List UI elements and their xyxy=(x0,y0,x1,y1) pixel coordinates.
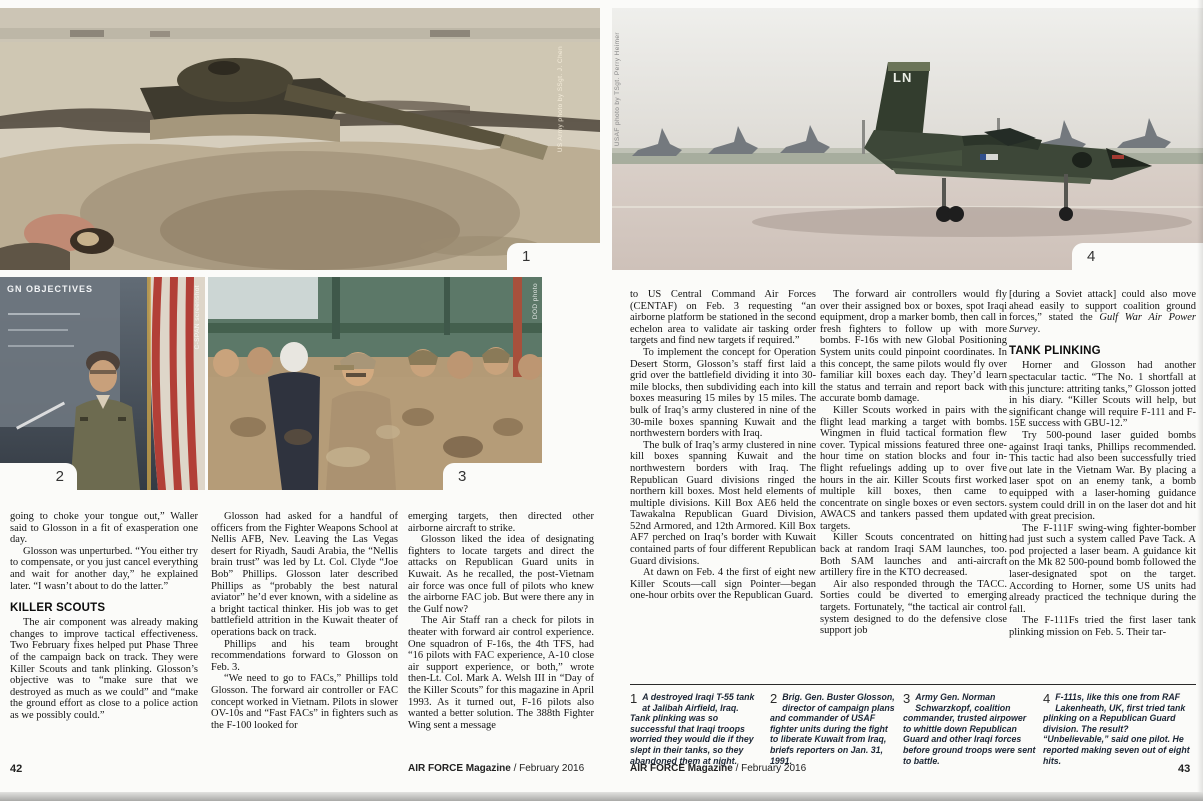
footer-issue: / February 2016 xyxy=(732,763,807,774)
paragraph: The Air Staff ran a check for pilots in theater with forward air control experience. One squadron of F-16s, the 4th TFS, had “16 pilots with FAC experience, A-10 close air support experience, or both,” wrote then-Lt. Col. Mark A. Welsh III in “Day of the Killer Scouts” for this magazine in April 1993. As it turned out, F-16 pilots also wanted a better solution. The 388th Fighter Wing sent a message xyxy=(408,615,594,731)
footer-magazine-title: AIR FORCE Magazine xyxy=(630,763,733,774)
left-column-2 xyxy=(211,511,398,761)
paragraph: Glosson liked the idea of designating fighters to locate targets and direct the attacks on Republican Guard units in Kuwait. As he recalled, the post-Vietnam air force was once full of pilots who knew the airborne FAC job. But were there any in the Gulf now? xyxy=(408,534,594,615)
footer-issue: / February 2016 xyxy=(510,763,585,774)
caption-divider-rule xyxy=(630,684,1196,685)
section-heading-killer-scouts: KILLER SCOUTS xyxy=(10,602,106,615)
caption-1-number: 1 xyxy=(630,691,638,706)
caption-4-number: 4 xyxy=(1043,691,1051,706)
caption-1-text: A destroyed Iraqi T-55 tank at Jalibah Airfield, Iraq. Tank plinking was so successful that Iraqi troops worried they would die if they slept in their tanks, so they abandoned them at night. xyxy=(630,692,755,766)
paragraph: Glosson was unperturbed. “You either try to compensate, or you just cancel everything and wait for another day,” he explained later. “I wasn’t about to do the latter.” xyxy=(10,545,198,592)
footer-right xyxy=(630,763,806,774)
paragraph: To implement the concept for Operation Desert Storm, Glosson’s staff first laid a grid over the battlefield dividing it into 30-mile blocks, then subdividing each into kill boxes measuring 15 miles by 15 miles. The bulk of Iraq’s army clustered in nine of the 30-mile boxes spanning Kuwait and the northwestern borders with Iraq. xyxy=(630,346,816,440)
scan-edge-bottom xyxy=(0,792,1203,801)
caption-1 xyxy=(630,692,761,766)
briefing-board-text: GN OBJECTIVES xyxy=(7,284,94,294)
caption-4 xyxy=(1043,692,1196,766)
photo4-number-badge: 4 xyxy=(1072,243,1203,270)
tank-photo-art xyxy=(0,8,600,270)
caption-4-text: F-111s, like this one from RAF Lakenheath, UK, first tried tank plinking on a Republican Guard division. The result? “Unbelievable,” said one pilot. He reported making seven out of eight hits. xyxy=(1043,692,1190,766)
left-column-1 xyxy=(10,511,198,761)
paragraph: Glosson had asked for a handful of officers from the Fighter Weapons School at Nellis AFB, Nev. Leaving the Las Vegas desert for Riyadh, Saudi Arabia, the “Nellis brain trust” was led by Lt. Col. Clyde “Joe Bob” Phillips. Glosson later described Phillips as “probably the best natural aviator” he’d ever known, with a sideline as a bright tactical thinker. His job was to get battlefield attrition in the Kuwait theater of operations back on track. xyxy=(211,511,398,638)
photo3-credit: DOD photo xyxy=(532,283,539,320)
paragraph: The forward air controllers would fly over their assigned box or boxes, spot Iraqi equipment, drop a marker bomb, then call in fresh fighters to follow up with more bombs. F-16s with new Global Positioning System units could pinpoint coordinates. In this concept, the same pilots would fly over familiar kill boxes each day. They’d learn the status and terrain and report back with accurate bomb damage. xyxy=(820,289,1007,405)
paragraph: “We need to go to FACs,” Phillips told Glosson. The forward air controller or FAC concept worked in Vietnam. Pilots in slower OV-10s and “Fast FACs” in fighters such as the F-100 looked for xyxy=(211,673,398,731)
paragraph: Air also responded through the TACC. Sorties could be diverted to emerging targets. Fortunately, “the tactical air control system designed to do the defensive close support job xyxy=(820,578,1007,637)
troops-photo-art xyxy=(208,277,542,490)
paragraph: Horner and Glosson had another spectacular tactic. “The No. 1 shortfall at this juncture: attriting tanks,” Glosson jotted in his diary. “Killer Scouts will help, but significant change will require F-111 and F-15E success with GBU-12.” xyxy=(1009,360,1196,430)
photo2-credit: C-SPAN screenshot xyxy=(194,285,201,350)
paragraph: The F-111Fs tried the first laser tank plinking mission on Feb. 5. Their tar- xyxy=(1009,615,1196,639)
page-number-right: 43 xyxy=(1178,763,1191,775)
photo4-credit: USAF photo by TSgt. Perry Heimer xyxy=(614,32,621,147)
paragraph: The bulk of Iraq’s army clustered in nine kill boxes spanning Kuwait and the northwestern borders with Iraq. The Republican Guard divisions ringed the northern kill boxes. Most held elements of multiple divisions. Kill Box AE6 held the Tawakalna Republican Guard Division, 52nd Armored, and 12th Armored. Kill Box AF7 perched on Iraq’s border with Kuwait contained parts of four different Republican Guard divisions. xyxy=(630,439,816,567)
briefing-photo-art xyxy=(0,277,205,490)
caption-2 xyxy=(770,692,898,766)
photo-destroyed-tank xyxy=(0,8,600,270)
caption-3-number: 3 xyxy=(903,691,911,706)
photo-f111-flightline xyxy=(612,8,1203,270)
paragraph: Try 500-pound laser guided bombs against Iraqi tanks, Phillips recommended. This tactic had also been successfully tried out late in the Vietnam War. By placing a laser spot on an enemy tank, a bomb equipped with a laser-homing guidance system could drill in on the laser dot and hit with great precision. xyxy=(1009,429,1196,523)
caption-3-text: Army Gen. Norman Schwarzkopf, coalition commander, trusted airpower to whittle down Republican Guard and other Iraqi forces before ground troops were sent to battle. xyxy=(903,692,1036,766)
caption-2-number: 2 xyxy=(770,691,778,706)
paragraph: At dawn on Feb. 4 the first of eight new Killer Scouts—call sign Pointer—began one-hour orbits over the Republican Guard. xyxy=(630,567,816,602)
paragraph: emerging targets, then directed other airborne aircraft to strike. xyxy=(408,511,594,534)
photo2-number-badge: 2 xyxy=(0,463,77,490)
f111-photo-art xyxy=(612,8,1203,270)
caption-2-text: Brig. Gen. Buster Glosson, director of campaign plans and commander of USAF fighter units during the fight to liberate Kuwait from Iraq, briefs reporters on Jan. 31, 1991. xyxy=(770,692,895,766)
caption-3 xyxy=(903,692,1036,766)
paragraph: [during a Soviet attack] could also move ahead easily to support coalition ground forces,” stated the Gulf War Air Power Survey. xyxy=(1009,289,1196,335)
scan-edge-right xyxy=(1197,0,1203,801)
right-column-1 xyxy=(630,289,816,683)
paragraph: Phillips and his team brought recommendations forward to Glosson on Feb. 3. xyxy=(211,638,398,673)
section-heading-tank-plinking: TANK PLINKING xyxy=(1009,345,1101,358)
photo1-number-badge: 1 xyxy=(507,243,600,270)
f111-tail-code: LN xyxy=(893,70,913,85)
paragraph: The air component was already making changes to improve tactical effectiveness. Two February fixes helped put Phase Three of the campaign back on track. They were Killer Scouts and tank plinking. Glosson’s objective was to “make sure that we destroyed as much as we could” and “make the ground effort as close to a police action as we possibly could.” xyxy=(10,617,198,721)
page-number-left: 42 xyxy=(10,763,23,775)
right-column-3 xyxy=(1009,289,1196,683)
photo3-number-badge: 3 xyxy=(443,463,542,490)
paragraph: The F-111F swing-wing fighter-bomber had just such a system called Pave Tack. A pod projected a laser beam. A guidance kit on the Mk 82 500-pound bomb followed the laser-designated spot on the target. According to Horner, some US units had already practiced the technique during the fall. xyxy=(1009,522,1196,615)
photo-schwarzkopf-troops xyxy=(208,277,542,490)
paragraph: going to choke your tongue out,” Waller said to Glosson in a fit of exasperation one day. xyxy=(10,511,198,546)
photo-glosson-briefing xyxy=(0,277,205,490)
left-column-3 xyxy=(408,511,594,761)
paragraph: Killer Scouts concentrated on hitting back at random Iraqi SAM launches, too. Both SAM launches and anti-aircraft artillery fire in the KTO decreased. xyxy=(820,532,1007,579)
paragraph: to US Central Command Air Forces (CENTAF) on Feb. 3 requesting “an airborne platform be stationed in the second echelon area to validate air tasking order targets and find new targets if required.” xyxy=(630,289,816,347)
photo1-credit: US Army photo by SSgt. J. Chen xyxy=(557,46,564,153)
paragraph: Killer Scouts worked in pairs with the flight lead marking a target with bombs. Wingmen in fluid tactical formation flew cover. Typical missions featured three one-hour time on station blocks and four in-flight refuelings adding up to over five hours in the air. Killer Scouts first worked multiple kill boxes, then came to concentrate on single boxes or even sectors. AWACS and tankers passed them updated targets. xyxy=(820,404,1007,532)
footer-left xyxy=(408,763,584,774)
italic-title: Gulf War Air Power Survey xyxy=(1009,312,1196,335)
footer-magazine-title: AIR FORCE Magazine xyxy=(408,763,511,774)
right-column-2 xyxy=(820,289,1007,683)
